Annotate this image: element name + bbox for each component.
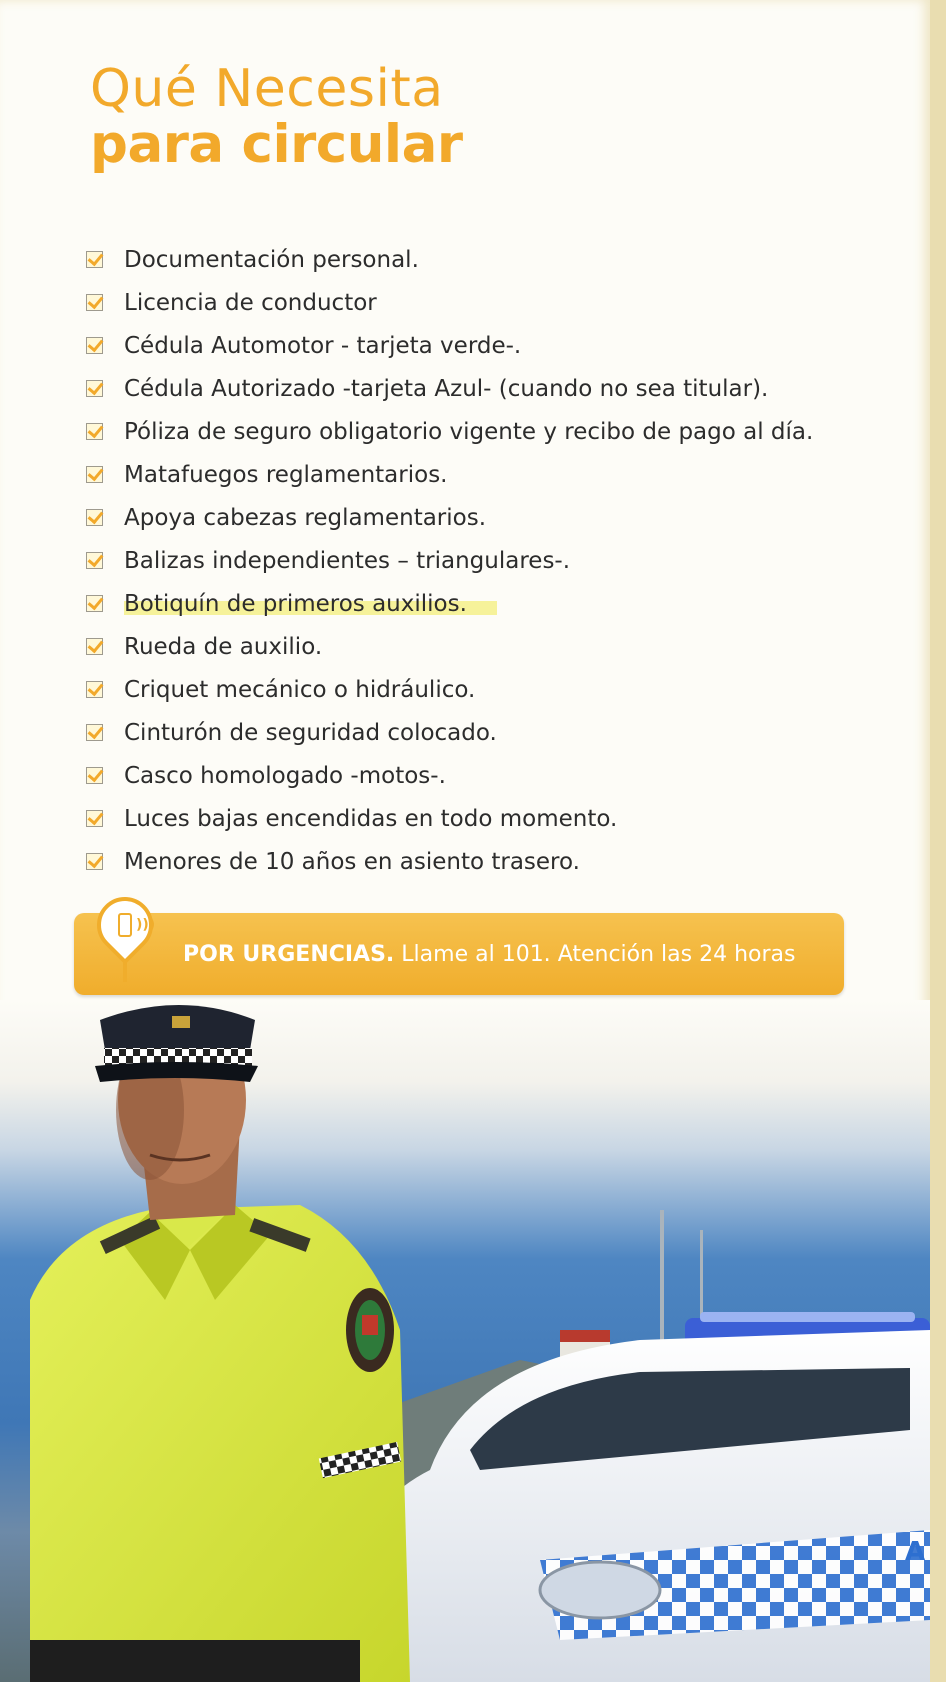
checklist-item-text: Documentación personal.: [124, 246, 419, 273]
checklist-item-text: Menores de 10 años en asiento trasero.: [124, 848, 580, 875]
title-line-1: Qué Necesita: [90, 59, 444, 119]
checklist-item-text: Cédula Autorizado -tarjeta Azul- (cuando no sea titular).: [124, 375, 769, 402]
checklist-item: [86, 539, 813, 582]
checkbox-checked-icon: [86, 724, 103, 741]
checkbox-checked-icon: [86, 638, 103, 655]
signal-waves-icon: ))): [136, 917, 156, 933]
checkbox-checked-icon: [86, 810, 103, 827]
checklist-item: [86, 711, 813, 754]
checklist-item: [86, 625, 813, 668]
page-title: [90, 59, 463, 175]
checklist-item: [86, 496, 813, 539]
emergency-hours: Atención las 24 horas: [557, 942, 796, 967]
checkbox-checked-icon: [86, 767, 103, 784]
checklist-item-text: Balizas independientes – triangulares-.: [124, 547, 571, 574]
checklist-item-text: Luces bajas encendidas en todo momento.: [124, 805, 618, 832]
checklist-item: [86, 324, 813, 367]
emergency-text: [183, 942, 796, 967]
checkbox-checked-icon: [86, 337, 103, 354]
checklist-item-text: Apoya cabezas reglamentarios.: [124, 504, 487, 531]
checkbox-checked-icon: [86, 681, 103, 698]
checkbox-checked-icon: [86, 853, 103, 870]
checklist-item-text: Póliza de seguro obligatorio vigente y recibo de pago al día.: [124, 418, 814, 445]
checklist-item: [86, 238, 813, 281]
phone-icon: [118, 913, 156, 937]
checklist-item: [86, 410, 813, 453]
checklist-item: [86, 367, 813, 410]
checkbox-checked-icon: [86, 595, 103, 612]
police-officer-photo: [0, 1000, 930, 1682]
checklist-item-text: Cinturón de seguridad colocado.: [124, 719, 497, 746]
checklist-item-highlighted: [86, 582, 813, 625]
checkbox-checked-icon: [86, 509, 103, 526]
checklist-item: [86, 754, 813, 797]
checklist-item-text: Licencia de conductor: [124, 289, 377, 316]
emergency-label: POR URGENCIAS.: [183, 942, 395, 967]
checklist-item: [86, 797, 813, 840]
checklist-item: [86, 840, 813, 883]
checklist-item-text: Botiquín de primeros auxilios.: [124, 591, 497, 617]
checklist-item-text: Matafuegos reglamentarios.: [124, 461, 448, 488]
requirements-checklist: [86, 238, 813, 883]
checklist-item-text: Cédula Automotor - tarjeta verde-.: [124, 332, 522, 359]
car-marking: A: [905, 1537, 926, 1567]
checklist-item: [86, 453, 813, 496]
checkbox-checked-icon: [86, 294, 103, 311]
title-line-2: para circular: [90, 113, 463, 175]
checkbox-checked-icon: [86, 423, 103, 440]
mobile-phone-location-icon: [110, 910, 156, 940]
checkbox-checked-icon: [86, 380, 103, 397]
checkbox-checked-icon: [86, 466, 103, 483]
checklist-item: [86, 281, 813, 324]
checkbox-checked-icon: [86, 251, 103, 268]
checklist-item-text: Criquet mecánico o hidráulico.: [124, 676, 476, 703]
checkbox-checked-icon: [86, 552, 103, 569]
checklist-item-text: Casco homologado -motos-.: [124, 762, 446, 789]
checklist-item-text: Rueda de auxilio.: [124, 633, 323, 660]
checklist-item: [86, 668, 813, 711]
emergency-phone: Llame al 101.: [401, 942, 551, 967]
